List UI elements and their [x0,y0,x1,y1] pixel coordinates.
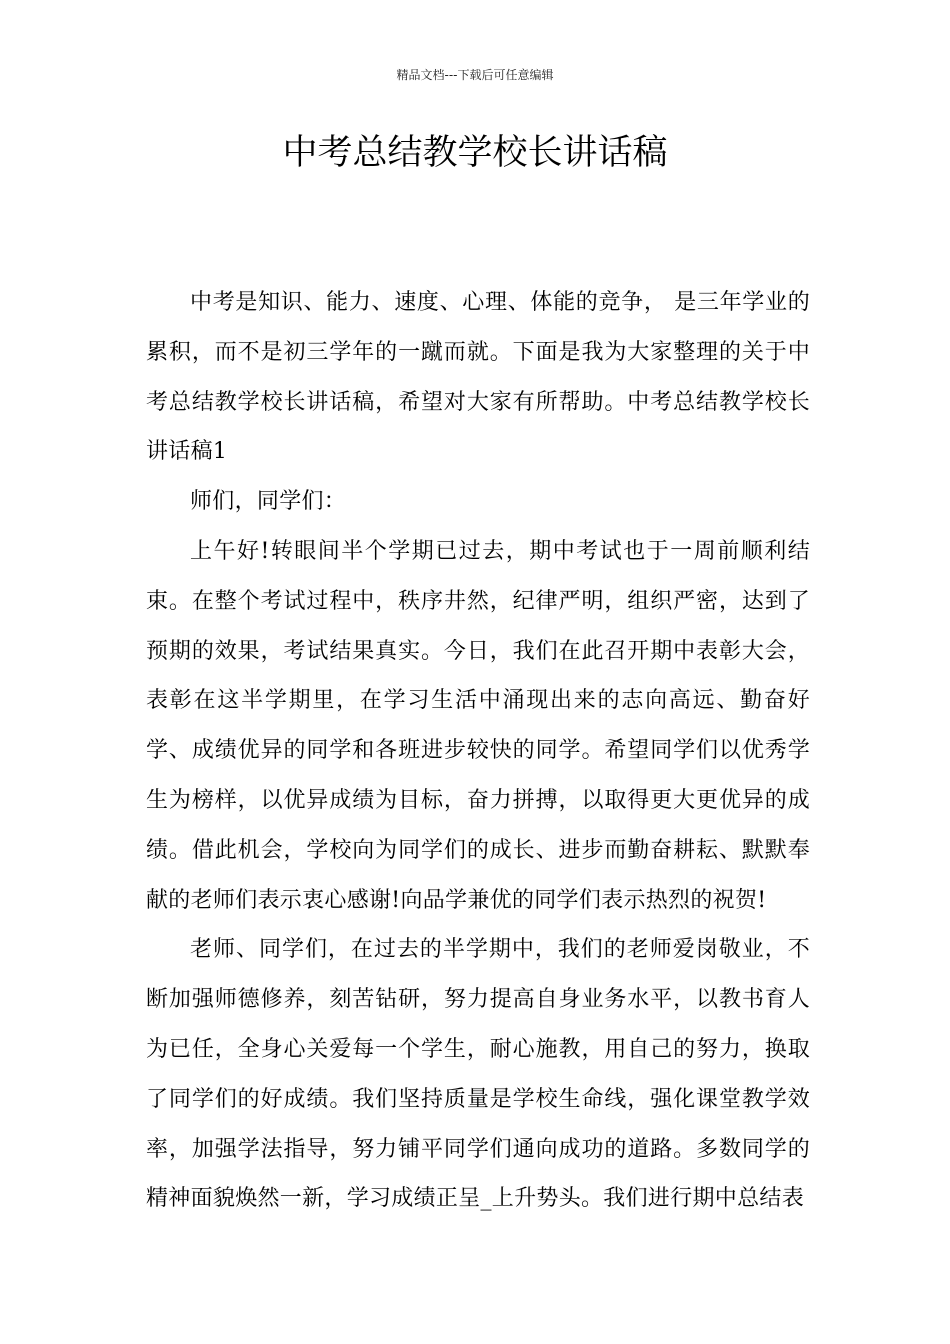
document-title: 中考总结教学校长讲话稿 [282,133,668,173]
header-watermark: 精品文档---下载后可任意编辑 [396,68,554,82]
paragraph-opening: 上午好!转眼间半个学期已过去，期中考试也于一周前顺利结束。在整个考试过程中，秩序井然，纪律严明，组织严密，达到了预期的效果，考试结果真实。今日，我们在此召开期中表彰大会，表彰在这半学期里，在学习生活中涌现出来的志向高远、勤奋好学、成绩优异的同学和各班进步较快的同学。希望同学们以优秀学生为榜样，以优异成绩为目标，奋力拼搏，以取得更大更优异的成绩。借此机会，学校向为同学们的成长、进步而勤奋耕耘、默默奉献的老师们表示衷心感谢!向品学兼优的同学们表示热烈的祝贺! [146,538,810,913]
paragraph-greeting: 师们，同学们： [190,489,347,515]
paragraph-intro: 中考是知识、能力、速度、心理、体能的竞争， 是三年学业的累积，而不是初三学年的一蹴而就。下面是我为大家整理的关于中考总结教学校长讲话稿，希望对大家有所帮助。中考总结教学校长讲话稿1 [146,290,810,465]
document-body [146,278,810,1224]
paragraph-review: 老师、同学们，在过去的半学期中，我们的老师爱岗敬业，不断加强师德修养，刻苦钻研，努力提高自身业务水平，以教书育人为已任，全身心关爱每一个学生，耐心施教，用自己的努力，换取了同学们的好成绩。我们坚持质量是学校生命线，强化课堂教学效率，加强学法指导，努力铺平同学们通向成功的道路。多数同学的精神面貌焕然一新，学习成绩正呈_上升势头。我们进行期中总结表 [146,937,810,1212]
